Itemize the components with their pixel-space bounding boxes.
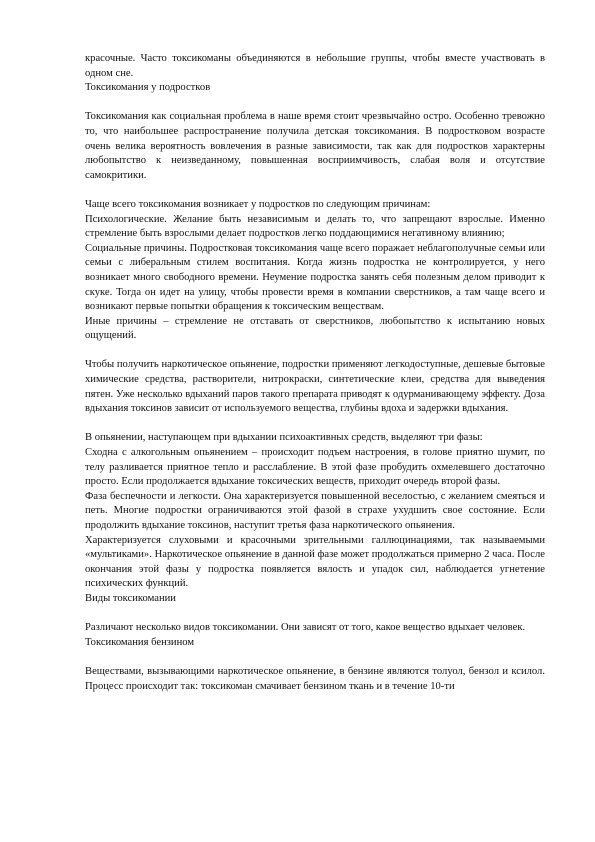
heading-gasoline: Токсикомания бензином xyxy=(85,636,195,648)
paragraph-social-causes: Социальные причины. Подростковая токсикомания чаще всего поражает неблагополучные семьи или семьи с либеральным стилем воспитания. Когда жизнь подростка не контролируется, у него возникает много свободного времени. Неумение подростка занять себя полезным делом приводит к скуке. Тогда он идет на улицу, чтобы провести время в компании сверстников, а там чаще всего и возникают первые попытки обращения к токсическим веществам. xyxy=(85,242,545,313)
paragraph-social-problem: Токсикомания как социальная проблема в наше время стоит чрезвычайно остро. Особенно тревожно то, что наибольшее распространение получила детская токсикомания. В подростковом возрасте очень велика вероятность вовлечения в разные зависимости, так как для подростков характерны любопытство к неизведанному, повышенная восприимчивость, слабая воля и отсутствие самокритики. xyxy=(85,111,545,181)
blank-line xyxy=(85,183,545,198)
blank-line xyxy=(85,96,545,111)
blank-line xyxy=(85,607,545,622)
paragraph-substances: Чтобы получить наркотическое опьянение, подростки применяют легкодоступные, дешевые бытовые химические средства, растворители, нитрокраски, синтетические клеи, средства для выведения пятен. Уже несколько вдыханий паров такого препарата приводят к одурманивающему эффекту. Доза вдыхания токсинов зависит от используемого вещества, глубины вдоха и задержки вдыхания. xyxy=(85,359,545,415)
paragraph-types-intro: Различают несколько видов токсикомании. Они зависят от того, какое вещество вдыхает человек. xyxy=(85,622,526,634)
paragraph-gasoline: Веществами, вызывающими наркотическое опьянение, в бензине являются толуол, бензол и ксилол. Процесс происходит так: токсикоман смачивает бензином ткань и в течение 10-ти xyxy=(85,665,545,692)
blank-line xyxy=(85,650,545,665)
paragraph-psychological-causes: Психологические. Желание быть независимым и делать то, что запрещают взрослые. Именно стремление быть взрослыми делает подростков легко поддающимися негативному влиянию; xyxy=(85,213,545,240)
paragraph-causes-intro: Чаще всего токсикомания возникает у подростков по следующим причинам: xyxy=(85,198,431,210)
paragraph-phase-three: Характеризуется слуховыми и красочными зрительными галлюцинациями, так называемыми «мультиками». Наркотическое опьянение в данной фазе может продолжаться примерно 2 часа. После окончания этой фазы у подростка появляется вялость и упадок сил, наблюдается угнетение психических функций. xyxy=(85,534,545,590)
heading-teen-toxicomania: Токсикомания у подростков xyxy=(85,82,211,94)
paragraph-continuation: красочные. Часто токсикоманы объединяются в небольшие группы, чтобы вместе участвовать в одном сне. xyxy=(85,53,545,79)
document-body xyxy=(85,52,545,694)
paragraph-other-causes: Иные причины – стремление не отставать от сверстников, любопытство к испытанию новых ощущений. xyxy=(85,315,545,342)
blank-line xyxy=(85,417,545,432)
paragraph-phase-two: Фаза беспечности и легкости. Она характеризуется повышенной веселостью, с желанием смеяться и петь. Многие подростки ограничиваются этой фазой в страхе ухудшить свое состояние. Если продолжить вдыхание токсинов, наступит третья фаза наркотического опьянения. xyxy=(85,490,545,531)
blank-line xyxy=(85,344,545,359)
paragraph-phase-one: Сходна с алкогольным опьянением – происходит подъем настроения, в голове приятно шумит, по телу разливается приятное тепло и расслабление. В этой фазе пробудить охмелевшего достаточно просто. Если продолжается вдыхание токсических веществ, приходит очередь второй фазы. xyxy=(85,447,545,488)
heading-types: Виды токсикомании xyxy=(85,592,176,604)
paragraph-phases-intro: В опьянении, наступающем при вдыхании психоактивных средств, выделяют три фазы: xyxy=(85,432,483,444)
